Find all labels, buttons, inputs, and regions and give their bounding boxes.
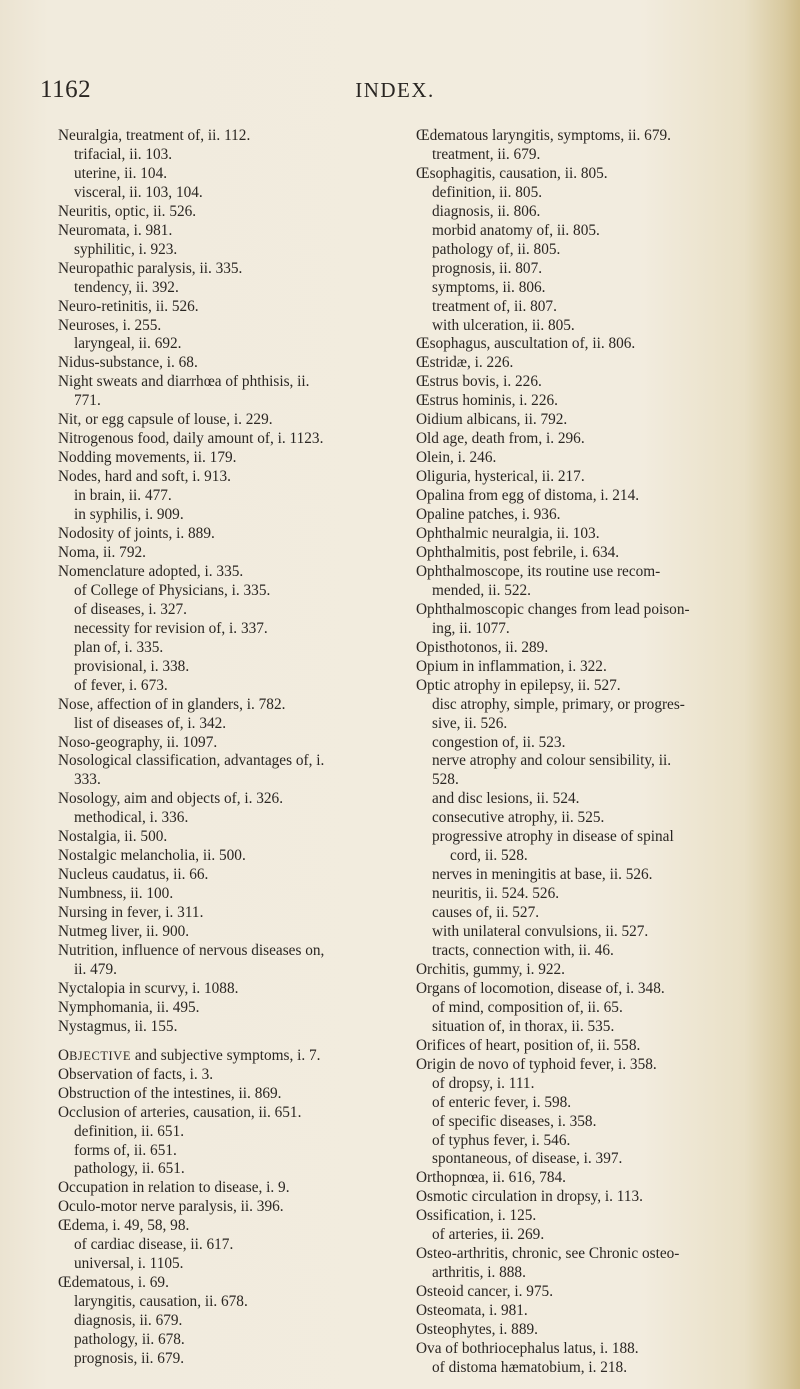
index-subentry: of diseases, i. 327.	[74, 600, 188, 618]
index-entry: Nidus-substance, i. 68.	[58, 354, 198, 372]
index-entry: Nymphomania, ii. 495.	[58, 998, 200, 1016]
index-subentry: disc atrophy, simple, primary, or progres-	[432, 695, 685, 713]
index-subentry: symptoms, ii. 806.	[432, 278, 546, 296]
index-entry: OBJECTIVE and subjective symptoms, i. 7.	[58, 1046, 321, 1064]
index-entry: Neuromata, i. 981.	[58, 221, 173, 239]
index-entry: Œstridæ, i. 226.	[416, 354, 514, 372]
index-subentry: prognosis, ii. 679.	[74, 1350, 185, 1367]
index-subentry: of enteric fever, i. 598.	[432, 1093, 572, 1111]
index-subentry: tracts, connection with, ii. 46.	[432, 941, 614, 959]
index-subentry: spontaneous, of disease, i. 397.	[432, 1150, 623, 1168]
index-entry: Noma, ii. 792.	[58, 543, 146, 561]
index-subentry: diagnosis, ii. 806.	[432, 202, 541, 220]
index-subentry: nerve atrophy and colour sensibility, ii.	[432, 752, 672, 770]
index-entry: Orthopnœa, ii. 616, 784.	[416, 1169, 566, 1187]
index-entry: Ova of bothriocephalus latus, i. 188.	[416, 1340, 639, 1357]
index-subentry: nerves in meningitis at base, ii. 526.	[432, 866, 653, 884]
index-entry: Osmotic circulation in dropsy, i. 113.	[416, 1188, 644, 1206]
index-entry: Neuro-retinitis, ii. 526.	[58, 297, 199, 315]
index-entry: Organs of locomotion, disease of, i. 348.	[416, 979, 665, 997]
index-entry: Neuritis, optic, ii. 526.	[58, 202, 197, 220]
index-entry: Osteoid cancer, i. 975.	[416, 1283, 554, 1301]
index-entry: Nosology, aim and objects of, i. 326.	[58, 790, 284, 808]
index-subentry: prognosis, ii. 807.	[432, 259, 543, 277]
index-entry: Orifices of heart, position of, ii. 558.	[416, 1036, 641, 1054]
index-entry: Œsophagus, auscultation of, ii. 806.	[416, 335, 636, 353]
index-subentry: trifacial, ii. 103.	[74, 145, 173, 163]
index-entry: Nodding movements, ii. 179.	[58, 449, 237, 467]
index-entry: Nyctalopia in scurvy, i. 1088.	[58, 979, 239, 997]
index-entry: Night sweats and diarrhœa of phthisis, ii.	[58, 373, 310, 391]
index-subentry: of arteries, ii. 269.	[432, 1226, 545, 1244]
index-subentry: of College of Physicians, i. 335.	[74, 581, 271, 599]
index-entry: Numbness, ii. 100.	[58, 885, 174, 903]
page-number: 1162	[40, 76, 92, 103]
index-entry: Osteo-arthritis, chronic, see Chronic osteo-	[416, 1245, 680, 1263]
index-entry: Ophthalmitis, post febrile, i. 634.	[416, 543, 620, 561]
index-subentry: of distoma hæmatobium, i. 218.	[432, 1358, 628, 1376]
index-subentry: morbid anatomy of, ii. 805.	[432, 221, 600, 239]
index-subentry: of typhus fever, i. 546.	[432, 1131, 571, 1149]
index-entry: Nostalgic melancholia, ii. 500.	[58, 847, 246, 865]
index-entry: Opisthotonos, ii. 289.	[416, 638, 549, 656]
index-subentry: forms of, ii. 651.	[74, 1141, 177, 1159]
index-subentry: provisional, i. 338.	[74, 657, 190, 675]
index-entry: Noso-geography, ii. 1097.	[58, 733, 218, 751]
index-entry: Oliguria, hysterical, ii. 217.	[416, 468, 585, 486]
index-entry: Nose, affection of in glanders, i. 782.	[58, 695, 286, 713]
index-entry: Oculo-motor nerve paralysis, ii. 396.	[58, 1198, 284, 1216]
index-entry: Opalina from egg of distoma, i. 214.	[416, 487, 640, 505]
index-subentry: with ulceration, ii. 805.	[432, 316, 575, 334]
index-entry: Nitrogenous food, daily amount of, i. 1123.	[58, 430, 324, 448]
index-subentry: definition, ii. 805.	[432, 183, 543, 201]
index-entry: Osteophytes, i. 889.	[416, 1321, 538, 1339]
index-subentry: of fever, i. 673.	[74, 676, 168, 694]
index-entry: Nursing in fever, i. 311.	[58, 904, 204, 922]
index-entry: Nosological classification, advantages of, i.	[58, 752, 325, 770]
index-entry: Occlusion of arteries, causation, ii. 651.	[58, 1103, 302, 1121]
index-column-right	[416, 127, 758, 1378]
index-subentry: treatment, ii. 679.	[432, 145, 541, 163]
index-subentry: of dropsy, i. 111.	[432, 1074, 535, 1092]
index-subentry: and disc lesions, ii. 524.	[432, 790, 580, 808]
index-subentry: sive, ii. 526.	[432, 714, 508, 732]
index-entry: Nodosity of joints, i. 889.	[58, 525, 215, 543]
index-subentry: in syphilis, i. 909.	[74, 506, 184, 524]
index-subentry: progressive atrophy in disease of spinal	[432, 828, 674, 846]
index-subentry: pathology, ii. 678.	[74, 1331, 185, 1349]
index-entry: Old age, death from, i. 296.	[416, 430, 585, 448]
index-subentry: tendency, ii. 392.	[74, 278, 179, 296]
index-entry: Ophthalmic neuralgia, ii. 103.	[416, 525, 600, 543]
index-subentry: causes of, ii. 527.	[432, 904, 540, 922]
index-subentry: visceral, ii. 103, 104.	[74, 183, 203, 201]
index-subentry: methodical, i. 336.	[74, 809, 189, 827]
index-subentry: ii. 479.	[74, 960, 117, 978]
index-entry: Œsophagitis, causation, ii. 805.	[416, 164, 608, 182]
index-entry: Observation of facts, i. 3.	[58, 1065, 214, 1083]
index-entry: Œdema, i. 49, 58, 98.	[58, 1217, 190, 1235]
index-subentry: universal, i. 1105.	[74, 1255, 184, 1273]
index-subentry: laryngeal, ii. 692.	[74, 335, 182, 353]
index-subentry: consecutive atrophy, ii. 525.	[432, 809, 605, 827]
index-subentry: treatment of, ii. 807.	[432, 297, 557, 315]
index-subentry: 333.	[74, 771, 101, 789]
index-entry: Nodes, hard and soft, i. 913.	[58, 468, 231, 486]
index-entry: Neuropathic paralysis, ii. 335.	[58, 259, 243, 277]
index-subentry: pathology of, ii. 805.	[432, 240, 561, 258]
index-subentry: with unilateral convulsions, ii. 527.	[432, 923, 649, 941]
index-subentry: cord, ii. 528.	[450, 847, 528, 865]
index-entry: Obstruction of the intestines, ii. 869.	[58, 1084, 282, 1102]
index-subentry: arthritis, i. 888.	[432, 1264, 526, 1282]
index-subentry: plan of, i. 335.	[74, 638, 164, 656]
index-entry: Orchitis, gummy, i. 922.	[416, 960, 565, 978]
index-entry: Occupation in relation to disease, i. 9.	[58, 1179, 290, 1197]
index-subentry: list of diseases of, i. 342.	[74, 714, 227, 732]
index-subentry: pathology, ii. 651.	[74, 1160, 185, 1178]
index-subentry: syphilitic, i. 923.	[74, 240, 178, 258]
index-subentry: diagnosis, ii. 679.	[74, 1312, 183, 1330]
index-subentry: laryngitis, causation, ii. 678.	[74, 1293, 248, 1311]
index-entry: Osteomata, i. 981.	[416, 1302, 528, 1320]
index-entry: Neuroses, i. 255.	[58, 316, 162, 334]
index-entry: Oidium albicans, ii. 792.	[416, 411, 568, 429]
index-entry: Nucleus caudatus, ii. 66.	[58, 866, 209, 884]
index-entry: Œstrus bovis, i. 226.	[416, 373, 542, 391]
index-entry: Nutmeg liver, ii. 900.	[58, 923, 190, 941]
index-entry: Olein, i. 246.	[416, 449, 497, 467]
index-entry: Nystagmus, ii. 155.	[58, 1017, 178, 1035]
index-subentry: 771.	[74, 392, 101, 410]
index-entry: Nomenclature adopted, i. 335.	[58, 562, 244, 580]
index-entry: Œdematous, i. 69.	[58, 1274, 169, 1292]
index-subentry: necessity for revision of, i. 337.	[74, 619, 268, 637]
index-entry: Nostalgia, ii. 500.	[58, 828, 168, 846]
running-head-title: INDEX.	[355, 78, 435, 102]
index-entry: Ophthalmoscopic changes from lead poison-	[416, 600, 690, 618]
index-entry: Nutrition, influence of nervous diseases on,	[58, 941, 325, 959]
index-subentry: 528.	[432, 771, 459, 789]
index-subentry: definition, ii. 651.	[74, 1122, 185, 1140]
index-entry: Optic atrophy in epilepsy, ii. 527.	[416, 676, 621, 694]
index-subentry: congestion of, ii. 523.	[432, 733, 566, 751]
index-column-left	[58, 127, 393, 1369]
index-subentry: mended, ii. 522.	[432, 581, 531, 599]
index-entry: Œdematous laryngitis, symptoms, ii. 679.	[416, 127, 671, 144]
index-entry: Nit, or egg capsule of louse, i. 229.	[58, 411, 273, 429]
index-subentry: of cardiac disease, ii. 617.	[74, 1236, 234, 1254]
index-subentry: uterine, ii. 104.	[74, 164, 168, 182]
index-entry: Origin de novo of typhoid fever, i. 358.	[416, 1055, 657, 1073]
index-entry: Opaline patches, i. 936.	[416, 506, 561, 524]
index-subentry: of mind, composition of, ii. 65.	[432, 998, 623, 1016]
index-entry: Neuralgia, treatment of, ii. 112.	[58, 127, 251, 144]
page-header	[40, 76, 750, 106]
index-subentry: situation of, in thorax, ii. 535.	[432, 1017, 615, 1035]
index-entry: Ossification, i. 125.	[416, 1207, 537, 1225]
index-subentry: ing, ii. 1077.	[432, 619, 510, 637]
index-subentry: neuritis, ii. 524. 526.	[432, 885, 560, 903]
index-entry: Œstrus hominis, i. 226.	[416, 392, 558, 410]
index-entry: Opium in inflammation, i. 322.	[416, 657, 607, 675]
index-subentry: in brain, ii. 477.	[74, 487, 172, 505]
index-subentry: of specific diseases, i. 358.	[432, 1112, 597, 1130]
index-entry: Ophthalmoscope, its routine use recom-	[416, 562, 661, 580]
